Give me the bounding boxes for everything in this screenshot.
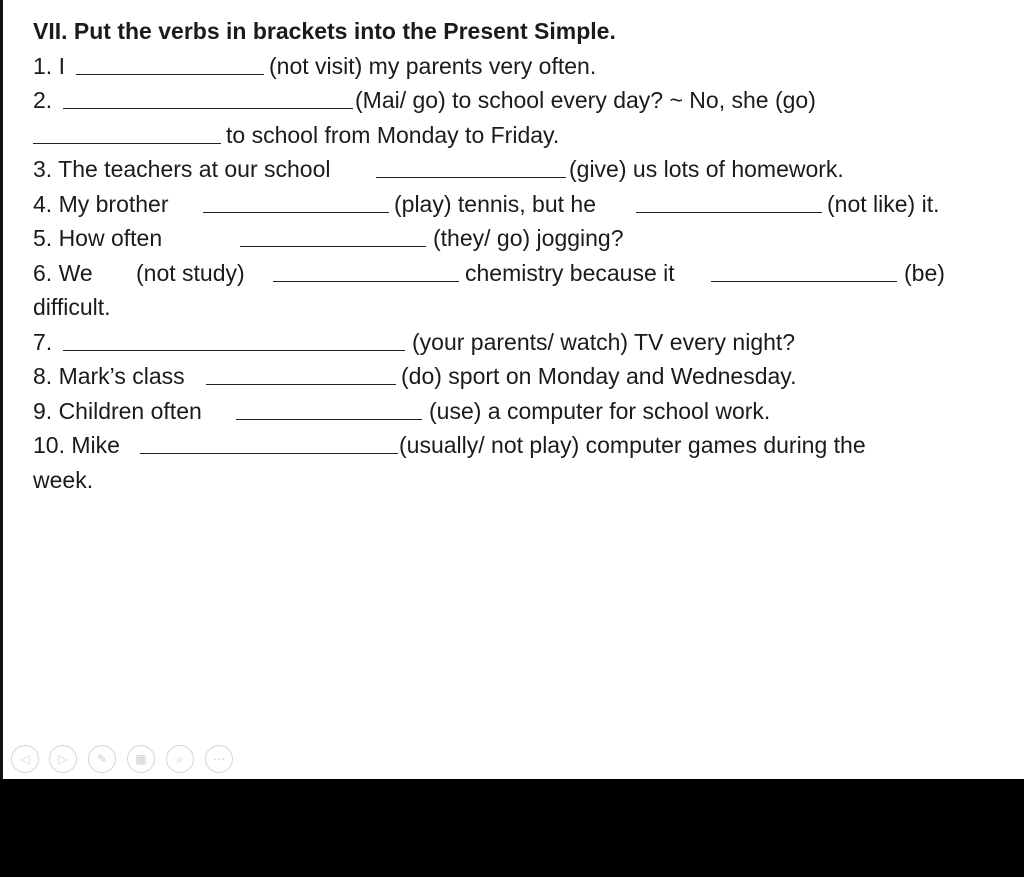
- item-10-continuation: week.: [33, 466, 94, 493]
- answer-blank-6b[interactable]: [711, 281, 897, 282]
- item-7-number: 7.: [33, 328, 53, 355]
- item-3-cue: (give) us lots of homework.: [569, 156, 844, 182]
- exercise-item-5: [33, 221, 1013, 256]
- item-5-number: 5. How often: [33, 225, 163, 251]
- item-4-cue: (play) tennis, but he: [394, 190, 597, 217]
- item-6-cue-2: (be): [904, 259, 945, 286]
- answer-blank-2b[interactable]: [33, 143, 221, 144]
- item-8-cue: (do) sport on Monday and Wednesday.: [401, 363, 797, 389]
- item-2-cue: (Mai/ go) to school every day? ~ No, she (go): [355, 87, 816, 113]
- answer-blank-1[interactable]: [76, 74, 264, 75]
- exercise-item-4: [33, 187, 1013, 222]
- item-9-number: 9. Children often: [33, 397, 202, 424]
- item-9-cue: (use) a computer for school work.: [429, 397, 771, 424]
- answer-blank-10[interactable]: [140, 453, 398, 454]
- answer-blank-5[interactable]: [240, 246, 426, 247]
- answer-blank-7[interactable]: [63, 350, 405, 351]
- item-6-number: 6. We: [33, 259, 93, 286]
- next-slide-icon[interactable]: ▷: [49, 745, 77, 773]
- pen-icon[interactable]: ✎: [88, 745, 116, 773]
- answer-blank-6a[interactable]: [273, 281, 459, 282]
- item-5-cue: (they/ go) jogging?: [433, 225, 624, 251]
- exercise-title-text: VII. Put the verbs in brackets into the Present Simple.: [33, 18, 616, 44]
- item-6-cue-pre: (not study): [136, 259, 245, 286]
- item-4-number: 4. My brother: [33, 190, 169, 217]
- exercise-item-9: [33, 394, 1013, 429]
- answer-blank-2a[interactable]: [63, 108, 353, 109]
- item-10-number: 10. Mike: [33, 432, 120, 458]
- item-4-cue-2: (not like) it.: [827, 190, 940, 217]
- worksheet: [33, 14, 1013, 497]
- answer-blank-3[interactable]: [376, 177, 566, 178]
- answer-blank-9[interactable]: [236, 419, 422, 420]
- exercise-item-3: [33, 152, 1013, 187]
- exercise-item-10: [33, 428, 1013, 463]
- item-3-number: 3. The teachers at our school: [33, 156, 331, 182]
- item-2-continuation: to school from Monday to Friday.: [226, 121, 560, 148]
- item-1-number: 1. I: [33, 52, 65, 79]
- exercise-item-8: [33, 359, 1013, 394]
- exercise-title: [33, 14, 1013, 49]
- zoom-icon[interactable]: ⌕: [166, 745, 194, 773]
- item-8-number: 8. Mark’s class: [33, 363, 185, 389]
- item-2-number: 2.: [33, 87, 53, 113]
- exercise-item-7: [33, 325, 1013, 360]
- answer-blank-8[interactable]: [206, 384, 396, 385]
- exercise-item-2: [33, 83, 1013, 118]
- more-options-icon[interactable]: ⋯: [205, 745, 233, 773]
- exercise-item-1: [33, 49, 1013, 84]
- item-6-continuation: difficult.: [33, 294, 111, 320]
- answer-blank-4a[interactable]: [203, 212, 389, 213]
- item-6-cue: chemistry because it: [465, 259, 675, 286]
- item-10-cue: (usually/ not play) computer games during the: [399, 432, 866, 458]
- item-7-cue: (your parents/ watch) TV every night?: [412, 328, 796, 355]
- item-1-cue: (not visit) my parents very often.: [269, 52, 597, 79]
- exercise-item-2-continued: [33, 118, 1013, 153]
- exercise-item-6-continued: [33, 290, 1013, 325]
- black-letterbox-band: [0, 779, 1024, 877]
- answer-blank-4b[interactable]: [636, 212, 822, 213]
- previous-slide-icon[interactable]: ◁: [11, 745, 39, 773]
- slides-grid-icon[interactable]: ▦: [127, 745, 155, 773]
- exercise-item-10-continued: [33, 463, 1013, 498]
- exercise-item-6: [33, 256, 1013, 291]
